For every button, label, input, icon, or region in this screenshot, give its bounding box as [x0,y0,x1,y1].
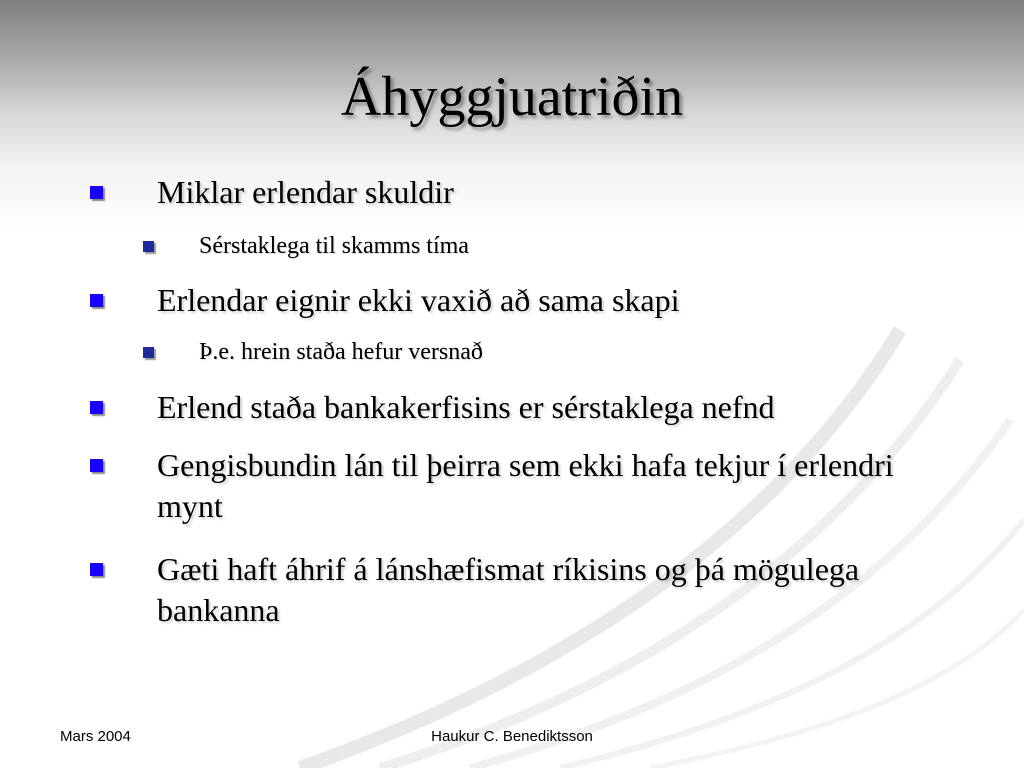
bullet-text: Miklar erlendar skuldir [157,174,454,210]
sub-bullet-square-icon [143,241,154,252]
bullet-text: Erlendar eignir ekki vaxið að sama skapi [157,282,680,318]
bullet-text: Gæti haft áhrif á lánshæfismat ríkisins og þá mögulega bankanna [157,551,860,628]
bullet-text: Erlend staða bankakerfisins er sérstaklega nefnd [157,389,775,425]
bullet-text: Gengisbundin lán til þeirra sem ekki hafa tekjur í erlendri mynt [157,447,894,524]
sub-bullet-text: Sérstaklega til skamms tíma [199,233,469,259]
bullet-square-icon [90,294,103,307]
bullet-square-icon [90,186,103,199]
footer-date: Mars 2004 [60,728,131,745]
footer-author: Haukur C. Benediktsson [431,728,593,745]
bullet-square-icon [90,401,103,414]
sub-bullet-item [199,231,899,261]
bullet-square-icon [90,563,103,576]
bullet-item [157,387,937,428]
bullet-item [157,549,937,631]
slide-title: Áhyggjuatriðin [340,66,684,128]
bullet-item [157,445,937,527]
bullet-item [157,280,937,321]
bullet-item [157,172,937,213]
sub-bullet-text: Þ.e. hrein staða hefur versnað [199,339,483,365]
bullet-square-icon [90,459,103,472]
sub-bullet-item [199,337,899,367]
sub-bullet-square-icon [143,347,154,358]
